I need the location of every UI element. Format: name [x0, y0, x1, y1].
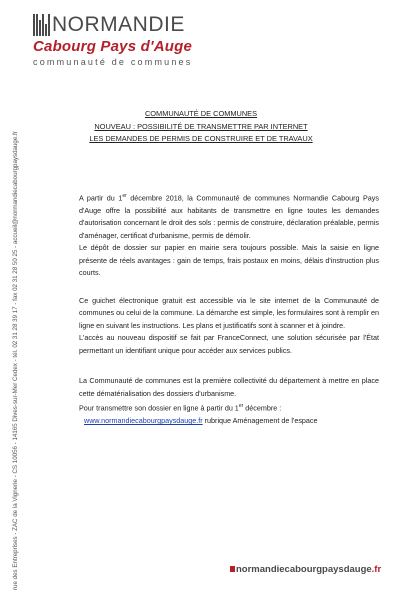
document-body — [79, 190, 379, 428]
paragraph-4: L'accès au nouveau dispositif se fait par FranceConnect, une solution sécurisée par l'État permettant un identifiant unique pour accéder aux services publics. — [79, 333, 379, 355]
logo — [33, 12, 193, 67]
sidebar-address: rue des Entreprises - ZAC de la Vignerie - CS 10056 - 14165 Dives-sur-Mer Cedex - tél. 02 31 28 39 17 - fax 02 31 28 50 25 - accueil@normandiecabourgpaysdauge.fr — [12, 131, 19, 590]
heading-line-1: COMMUNAUTÉ DE COMMUNES — [144, 109, 258, 118]
footer-website: normandiecabourgpaysdauge.fr — [230, 564, 381, 575]
paragraph-6: Pour transmettre son dossier en ligne à partir du 1er décembre : — [79, 403, 282, 413]
heading-line-2: NOUVEAU : POSSIBILITÉ DE TRANSMETTRE PAR INTERNET — [94, 121, 308, 131]
link-line: www.normandiecabourgpaysdauge.fr rubrique Aménagement de l'espace — [84, 416, 318, 426]
square-bullet-icon — [230, 566, 235, 572]
paragraph-1: A partir du 1er décembre 2018, la Communauté de communes Normandie Cabourg Pays d'Auge offre la possibilité aux habitants de transmettre en ligne toutes les demandes d'autorisation concernant le droit des sols : permis de construire, déclaration préalable, permis d'aménager, certificat d'urbanisme, permis de démolir. — [79, 193, 379, 240]
logo-wordmark: NORMANDIE — [52, 13, 185, 36]
logo-tagline: communauté de communes — [33, 57, 193, 67]
heading-line-3: LES DEMANDES DE PERMIS DE CONSTRUIRE ET DE TRAVAUX — [89, 134, 313, 143]
paragraph-2: Le dépôt de dossier sur papier en mairie sera toujours possible. Mais la saisie en ligne présente de réels avantages : gain de temps, frais postaux en moins, délais d'instruction plus courts. — [79, 243, 379, 278]
document-heading — [0, 108, 402, 146]
logo-subtitle: Cabourg Pays d'Auge — [33, 38, 193, 55]
paragraph-3: Ce guichet électronique gratuit est accessible via le site internet de la Communauté de communes ou celui de la commune. La démarche est simple, les formulaires sont à remplir en ligne en suivant les instructions. Les plans et justificatifs sont à scanner et à joindre. — [79, 295, 379, 330]
paragraph-5: La Communauté de communes est la première collectivité du département à mettre en place cette dématérialisation des dossiers d'urbanisme. — [79, 376, 379, 398]
logo-mark-icon — [33, 14, 50, 36]
website-link[interactable]: www.normandiecabourgpaysdauge.fr — [84, 416, 203, 426]
